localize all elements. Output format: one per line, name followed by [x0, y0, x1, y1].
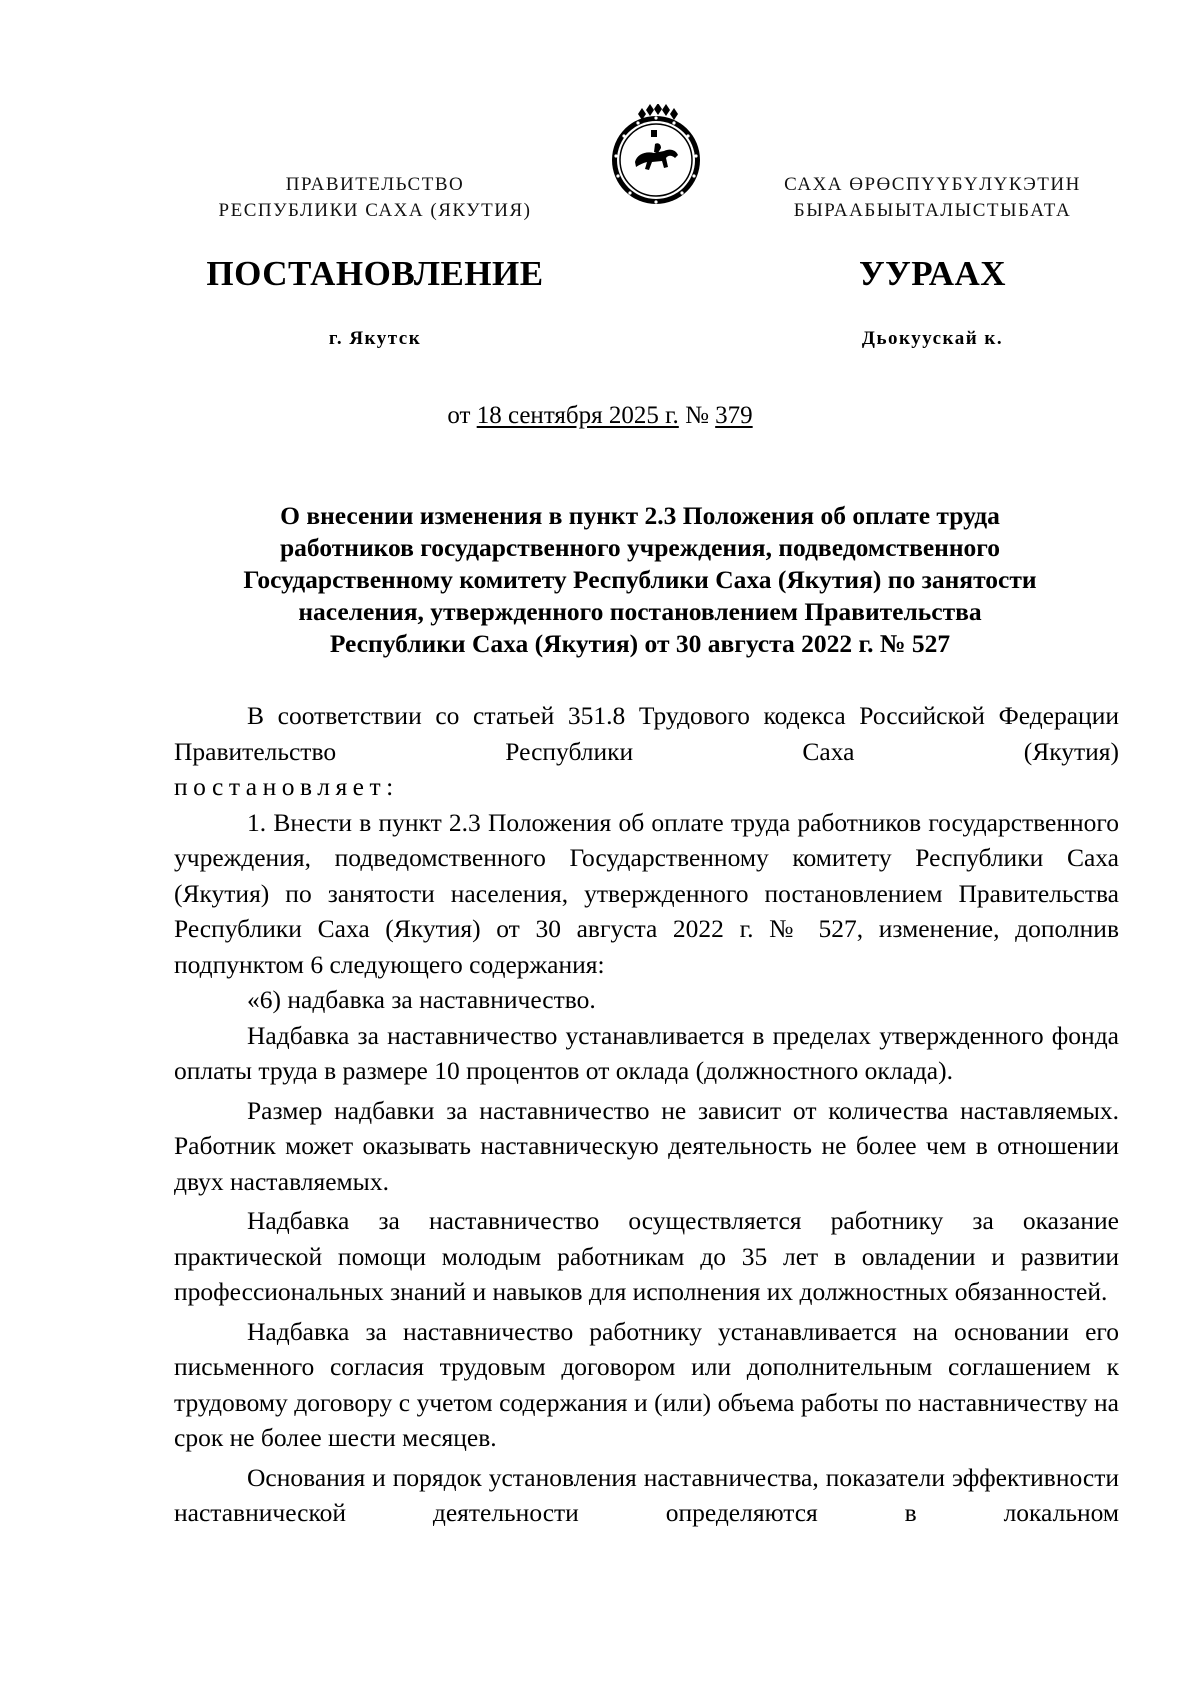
government-name-sakha-line2: БЫРААБЫЫТАЛЫСТЫБАТА: [793, 200, 1072, 221]
document-date-number: [0, 402, 1200, 430]
city-ru: г. Якутск: [328, 328, 422, 349]
body-paragraph: Размер надбавки за наставничество не зависит от количества наставляемых. Работник может оказывать наставническую деятельность не более чем в отношении двух наставляемых.: [174, 1095, 1119, 1196]
government-name-ru-line2: РЕСПУБЛИКИ САХА (ЯКУТИЯ): [218, 200, 532, 221]
document-body: [174, 698, 1119, 1531]
government-name-sakha-line1: САХА ӨРӨСПҮҮБҮЛҮКЭТИН: [784, 174, 1081, 195]
document-title: [160, 500, 1120, 660]
document-number: 379: [715, 402, 753, 429]
title-line: Государственному комитету Республики Саха (Якутия) по занятости: [243, 565, 1037, 594]
body-paragraph: Надбавка за наставничество работнику устанавливается на основании его письменного согласия трудовым договором или дополнительным соглашением к трудовому договору с учетом содержания и (или) объема работы по наставничеству на срок не более шести месяцев.: [174, 1316, 1119, 1452]
body-paragraph: Надбавка за наставничество осуществляется работнику за оказание практической помощи молодым работникам до 35 лет в овладении и развитии профессиональных знаний и навыков для исполнения их должностных обязанностей.: [174, 1206, 1119, 1306]
subitem-6-paragraph: «6) надбавка за наставничество.: [247, 985, 596, 1014]
document-type-sakha: УУРААХ: [858, 254, 1007, 293]
date-prefix: от: [447, 402, 471, 429]
item-1-paragraph: 1. Внести в пункт 2.3 Положения об оплате труда работников государственного учреждения, подведомственного Государственному комитету Республики Саха (Якутия) по занятости населения, утвержденного постановлением Правительства Республики Саха (Якутия) от 30 августа 2022 г. № 527, изменение, дополнив подпунктом 6 следующего содержания:: [174, 807, 1119, 979]
document-type-ru: ПОСТАНОВЛЕНИЕ: [206, 254, 544, 293]
title-line: населения, утвержденного постановлением Правительства: [298, 597, 982, 626]
number-sign: №: [685, 402, 709, 429]
title-line: О внесении изменения в пункт 2.3 Положения об оплате труда: [280, 501, 1000, 530]
header-left-block: [170, 172, 580, 224]
title-line: Республики Саха (Якутия) от 30 августа 2022 г. № 527: [329, 629, 951, 658]
document-date: 18 сентября 2025 г.: [476, 402, 679, 429]
preamble-paragraph: В соответствии со статьей 351.8 Трудового кодекса Российской Федерации Правительство Республики Саха (Якутия): [174, 701, 1119, 766]
coat-of-arms-emblem-icon: [608, 104, 704, 208]
title-line: работников государственного учреждения, подведомственного: [279, 533, 1000, 562]
body-paragraph: Надбавка за наставничество устанавливается в пределах утвержденного фонда оплаты труда в размере 10 процентов от оклада (должностного оклада).: [174, 1020, 1119, 1085]
decrees-word: постановляет:: [174, 772, 399, 801]
body-paragraph: Основания и порядок установления наставничества, показатели эффективности наставнической деятельности определяются в локальном: [174, 1462, 1119, 1527]
header-right-block: [745, 172, 1120, 224]
government-name-ru-line1: ПРАВИТЕЛЬСТВО: [285, 174, 465, 195]
city-sakha: Дьокуускай к.: [861, 328, 1004, 349]
